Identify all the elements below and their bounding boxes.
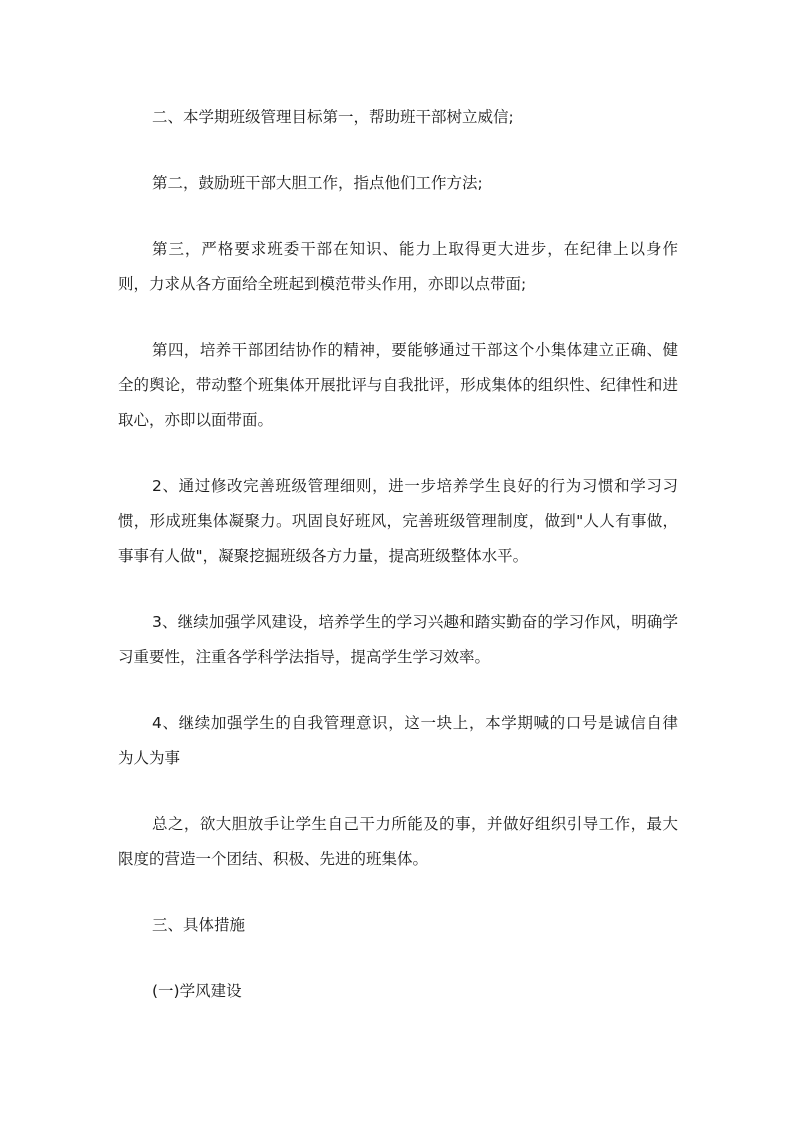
document-body bbox=[118, 100, 678, 1040]
paragraph-item-4: 4、继续加强学生的自我管理意识，这一块上，本学期喊的口号是诚信自律 为人为事 bbox=[118, 714, 678, 767]
subsection-heading-study-style: (一)学风建设 bbox=[152, 982, 242, 1000]
paragraph-goal-1: 二、本学期班级管理目标第一，帮助班干部树立威信; bbox=[152, 108, 514, 126]
section-heading-measures: 三、具体措施 bbox=[152, 916, 246, 934]
paragraph-goal-3: 第三，严格要求班委干部在知识、能力上取得更大进步，在纪律上以身作则，力求从各方面给全班起到模范带头作用，亦即以点带面; bbox=[118, 240, 678, 293]
paragraph-item-2: 2、通过修改完善班级管理细则，进一步培养学生良好的行为习惯和学习习惯，形成班集体凝聚力。巩固良好班风，完善班级管理制度，做到"人人有事做，事事有人做"，凝聚挖掘班级各方力量，提高班级整体水平。 bbox=[118, 477, 678, 565]
paragraph-goal-4: 第四，培养干部团结协作的精神，要能够通过干部这个小集体建立正确、健全的舆论，带动整个班集体开展批评与自我批评，形成集体的组织性、纪律性和进取心，亦即以面带面。 bbox=[118, 341, 678, 429]
paragraph-goal-2: 第二，鼓励班干部大胆工作，指点他们工作方法; bbox=[152, 174, 483, 192]
paragraph-summary: 总之，欲大胆放手让学生自己干力所能及的事，并做好组织引导工作，最大限度的营造一个团结、积极、先进的班集体。 bbox=[118, 815, 678, 868]
paragraph-item-3: 3、继续加强学风建设，培养学生的学习兴趣和踏实勤奋的学习作风，明确学习重要性，注重各学科学法指导，提高学生学习效率。 bbox=[118, 613, 678, 666]
